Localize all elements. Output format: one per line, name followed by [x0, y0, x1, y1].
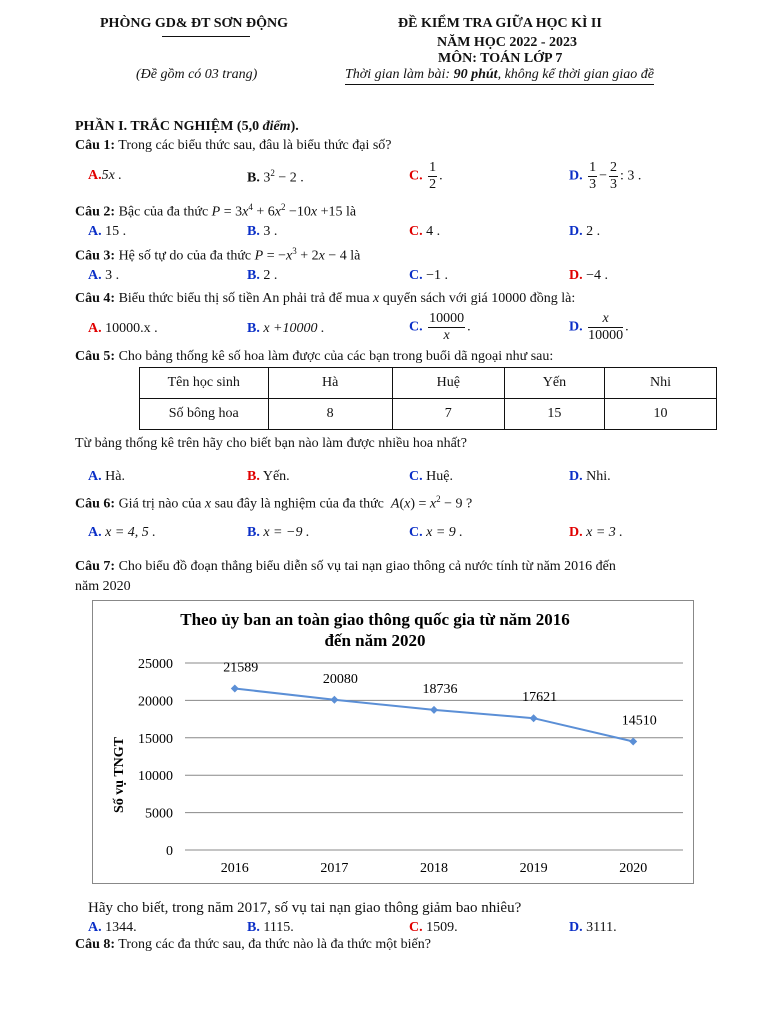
q6-option-d[interactable]: [569, 525, 623, 541]
q2-text: Bậc của đa thức: [115, 204, 212, 220]
y-tick-label: 15000: [138, 731, 173, 747]
q3-d-value: −4 .: [586, 268, 609, 283]
q4-text: Biểu thức biểu thị số tiền An phải trả để mua: [115, 291, 374, 306]
q3-stem: Câu 3: Hệ số tự do của đa thức $P = -x^3 + 2x - 4$ là: [75, 246, 361, 264]
q7-b-value: 1115.: [263, 920, 294, 935]
q6-c-letter: C.: [409, 525, 423, 540]
part1-title: [75, 119, 299, 135]
data-label: 14510: [621, 713, 657, 729]
y-tick-label: 20000: [138, 694, 173, 710]
part1-title-text: PHẦN I. TRẮC NGHIỆM (5,0: [75, 119, 263, 134]
data-label: 21589: [223, 660, 259, 676]
q2-d-value: 2 .: [586, 224, 601, 239]
q5-d-letter: D.: [569, 469, 583, 484]
q7-d-letter: D.: [569, 920, 583, 935]
chart-title-line1: Theo ủy ban an toàn giao thông quốc gia từ năm 2016: [180, 610, 570, 629]
q1-b-value: − 2 .: [278, 170, 304, 186]
q6-d-value: x = 3 .: [586, 525, 623, 540]
q3-suffix: là: [346, 248, 361, 264]
q6-b-value: x = −9 .: [263, 525, 310, 540]
q7-c-letter: C.: [409, 920, 423, 935]
q2-option-d[interactable]: [569, 224, 600, 240]
q4-d-letter: D.: [569, 319, 583, 335]
q7-text: Cho biểu đồ đoạn thẳng biểu diễn số vụ tai nạn giao thông cả nước tính từ năm 2016 đến: [115, 559, 616, 574]
q4-price: 10000: [491, 291, 527, 306]
data-point: [330, 696, 338, 704]
data-label: 18736: [422, 681, 458, 697]
y-tick-label: 25000: [138, 657, 173, 672]
q5-option-d[interactable]: [569, 469, 611, 485]
chart-yticks: [138, 657, 173, 859]
q5-option-c[interactable]: [409, 469, 453, 485]
q2-c-value: 4 .: [426, 224, 441, 239]
x-tick-label: 2017: [320, 861, 349, 876]
q3-option-b[interactable]: [247, 268, 277, 284]
q2-option-c[interactable]: [409, 224, 440, 240]
table-cell: Huệ: [392, 368, 504, 399]
line-chart: [93, 601, 693, 883]
time-prefix: Thời gian làm bài:: [345, 67, 454, 82]
q1-option-b[interactable]: B. $3^2 - 2$ .: [247, 168, 304, 186]
q8-stem: [75, 937, 431, 953]
q3-text: Hệ số tự do của đa thức: [115, 248, 255, 264]
q1-b-letter: B.: [247, 170, 260, 186]
q2-b-value: 3 .: [263, 224, 278, 239]
q2-option-a[interactable]: [88, 224, 126, 240]
chart-ylabel: Số vụ TNGT: [112, 737, 127, 813]
q4-text3: đồng là:: [526, 291, 576, 306]
y-tick-label: 5000: [145, 806, 173, 822]
q6-c-value: x = 9 .: [426, 525, 463, 540]
q6-b-letter: B.: [247, 525, 260, 540]
q7-a-letter: A.: [88, 920, 102, 935]
q7-d-value: 3111.: [586, 920, 617, 935]
pages-note: (Đề gồm có 03 trang): [136, 67, 258, 82]
q4-b-value: x +10000 .: [263, 321, 325, 336]
q6-d-letter: D.: [569, 525, 583, 540]
q1-option-d[interactable]: D. $\frac{1}{3}$ − $\frac{2}{3}$ : 3 .: [569, 160, 642, 192]
q3-option-a[interactable]: [88, 268, 119, 284]
q6-text2: sau đây là nghiệm của đa thức: [211, 496, 388, 512]
data-label: 17621: [522, 690, 558, 706]
org-underline: [162, 36, 250, 37]
stats-table: [139, 367, 717, 430]
q4-option-c[interactable]: C. $\frac{10000}{x}$ .: [409, 311, 471, 343]
q1-label: Câu 1:: [75, 138, 116, 153]
q6-text: Giá trị nào của: [115, 496, 205, 512]
q3-a-value: 3 .: [105, 268, 120, 283]
data-point: [629, 737, 637, 745]
q4-stem: [75, 291, 575, 307]
q1-c-letter: C.: [409, 168, 423, 184]
q4-label: Câu 4:: [75, 291, 116, 306]
q1-a-value: 5x .: [101, 168, 122, 183]
y-tick-label: 0: [166, 844, 173, 859]
q7-option-c[interactable]: [409, 920, 458, 936]
q7-stem: [75, 559, 616, 575]
q4-var: x: [373, 291, 380, 306]
q6-stem: Câu 6: Giá trị nào của x sau đây là nghiệm của đa thức $A(x) = x^2 - 9$ ?: [75, 494, 473, 512]
q7-c-value: 1509.: [426, 920, 458, 935]
q5-b-value: Yến.: [262, 469, 290, 484]
y-tick-label: 10000: [138, 769, 173, 785]
table-header-row: [140, 368, 717, 399]
table-row: [140, 399, 717, 430]
x-tick-label: 2019: [519, 861, 548, 876]
q8-label: Câu 8:: [75, 937, 116, 952]
data-point: [231, 685, 239, 693]
q3-c-value: −1 .: [426, 268, 449, 283]
q6-label: Câu 6:: [75, 496, 116, 512]
q2-option-b[interactable]: [247, 224, 277, 240]
data-label: 20080: [322, 671, 358, 687]
q6-a-value: x = 4, 5 .: [105, 525, 156, 540]
time-line: [345, 67, 654, 85]
q6-a-letter: A.: [88, 525, 102, 540]
q2-b-letter: B.: [247, 224, 260, 239]
q5-label: Câu 5:: [75, 349, 116, 364]
q5-question: Từ bảng thống kê trên hãy cho biết bạn nào làm được nhiều hoa nhất?: [75, 436, 467, 451]
table-cell: Yến: [504, 368, 604, 399]
q7-label: Câu 7:: [75, 559, 116, 574]
q5-d-value: Nhi.: [586, 469, 611, 484]
q5-option-b[interactable]: [247, 469, 290, 485]
q7-option-d[interactable]: [569, 920, 617, 936]
q3-option-d[interactable]: [569, 268, 608, 284]
exam-title: ĐỀ KIỂM TRA GIỮA HỌC KÌ II: [398, 16, 602, 31]
q1-text: Trong các biểu thức sau, đâu là biểu thức đại số?: [115, 138, 392, 153]
q2-a-value: 15 .: [105, 224, 127, 239]
table-cell: Tên học sinh: [140, 368, 269, 399]
q5-stem: [75, 349, 553, 365]
x-tick-label: 2016: [220, 861, 249, 876]
q7-stem-line2: năm 2020: [75, 579, 131, 594]
q1-stem: [75, 138, 392, 154]
part1-points: điểm: [262, 119, 291, 134]
q3-a-letter: A.: [88, 268, 102, 283]
org-name: PHÒNG GD& ĐT SƠN ĐỘNG: [100, 16, 288, 31]
q1-option-a[interactable]: [88, 168, 122, 184]
q3-b-letter: B.: [247, 268, 260, 283]
q7-option-b[interactable]: [247, 920, 294, 936]
data-point: [430, 706, 438, 714]
subject: MÔN: TOÁN LỚP 7: [438, 51, 563, 66]
table-cell: Nhi: [605, 368, 717, 399]
q7-question: Hãy cho biết, trong năm 2017, số vụ tai nạn giao thông giảm bao nhiêu?: [88, 900, 522, 916]
chart-title-line2: đến năm 2020: [324, 631, 426, 650]
table-cell: Hà: [268, 368, 392, 399]
q3-d-letter: D.: [569, 268, 583, 283]
chart-xticks: [221, 861, 647, 876]
q5-a-value: Hà.: [105, 469, 125, 484]
q6-option-a[interactable]: [88, 525, 156, 541]
q5-option-a[interactable]: [88, 469, 125, 485]
table-cell: 10: [605, 399, 717, 430]
q5-c-value: Huệ.: [426, 469, 453, 484]
q1-a-letter: A.: [88, 168, 102, 183]
q5-a-letter: A.: [88, 469, 102, 484]
q7-b-letter: B.: [247, 920, 260, 935]
q4-a-value: 10000.x .: [105, 321, 158, 336]
q4-option-b[interactable]: [247, 321, 325, 337]
part1-end: ).: [290, 119, 299, 134]
q4-option-a[interactable]: [88, 321, 158, 337]
q2-stem: Câu 2: Bậc của đa thức $P = 3x^4 + 6x^2 -10x +15$ là: [75, 202, 357, 220]
q3-label: Câu 3:: [75, 248, 116, 264]
school-year: NĂM HỌC 2022 - 2023: [437, 35, 577, 50]
q3-c-letter: C.: [409, 268, 423, 283]
q2-suffix: là: [342, 204, 357, 220]
q6-option-b[interactable]: [247, 525, 309, 541]
q4-option-d[interactable]: D. $\frac{x}{10000}$ .: [569, 311, 629, 343]
q3-b-value: 2 .: [263, 268, 278, 283]
chart-frame: [92, 600, 694, 884]
q4-c-letter: C.: [409, 319, 423, 335]
x-tick-label: 2020: [619, 861, 648, 876]
q3-option-c[interactable]: [409, 268, 448, 284]
q5-text: Cho bảng thống kê số hoa làm được của các bạn trong buổi dã ngoại như sau:: [115, 349, 554, 364]
data-point: [530, 714, 538, 722]
q5-b-letter: B.: [247, 469, 260, 484]
time-suffix: , không kể thời gian giao đề: [497, 67, 654, 82]
table-cell: 7: [392, 399, 504, 430]
table-cell: 8: [268, 399, 392, 430]
q4-a-letter: A.: [88, 321, 102, 336]
table-cell: 15: [504, 399, 604, 430]
q1-option-c[interactable]: C. $\frac{1}{2}$ .: [409, 160, 443, 192]
q4-text2: quyển sách với giá: [379, 291, 492, 306]
q4-b-letter: B.: [247, 321, 260, 336]
q2-c-letter: C.: [409, 224, 423, 239]
time-value: 90 phút: [453, 67, 498, 82]
q6-var: x: [204, 496, 212, 512]
q1-d-letter: D.: [569, 168, 583, 184]
q5-c-letter: C.: [409, 469, 423, 484]
q2-d-letter: D.: [569, 224, 583, 239]
q7-option-a[interactable]: [88, 920, 137, 936]
q2-a-letter: A.: [88, 224, 102, 239]
q8-text: Trong các đa thức sau, đa thức nào là đa thức một biến?: [115, 937, 431, 952]
q2-label: Câu 2:: [75, 204, 116, 220]
q7-a-value: 1344.: [105, 920, 137, 935]
x-tick-label: 2018: [420, 861, 448, 876]
table-cell: Số bông hoa: [140, 399, 269, 430]
q6-option-c[interactable]: [409, 525, 463, 541]
